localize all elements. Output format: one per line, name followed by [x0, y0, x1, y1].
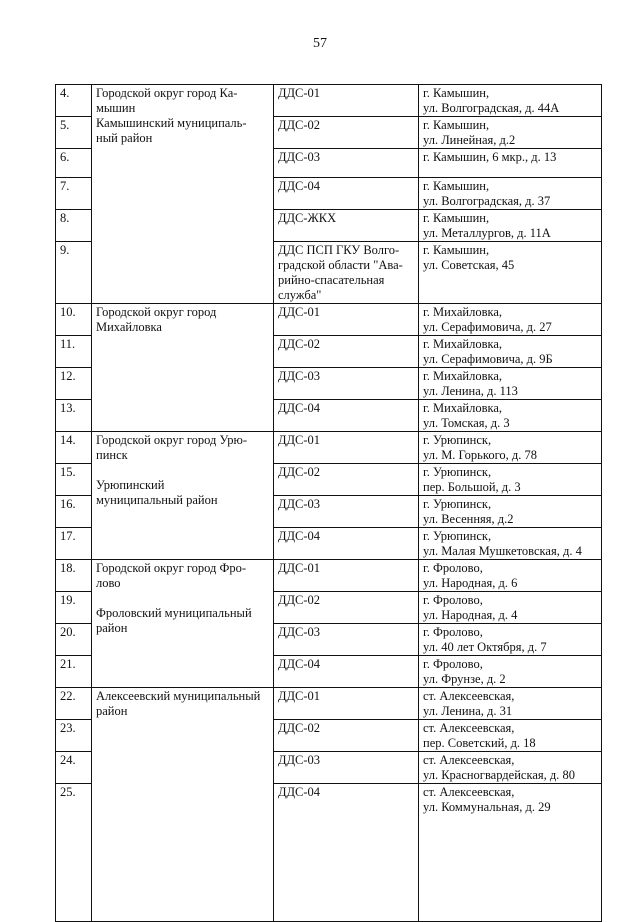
table-row — [56, 688, 602, 720]
address-line: ул. Весенняя, д.2 — [423, 512, 514, 526]
dispatch-services-table — [55, 84, 602, 922]
address-line: г. Камышин, 6 мкр., д. 13 — [423, 150, 557, 164]
address-line: г. Михайловка, — [423, 369, 503, 383]
municipal-area-cell — [92, 688, 274, 922]
table-row — [56, 560, 602, 592]
row-number: 12. — [56, 368, 92, 400]
address-line: ст. Алексеевская, — [423, 785, 515, 799]
address-line: г. Урюпинск, — [423, 465, 492, 479]
address-line: ул. М. Горького, д. 78 — [423, 448, 537, 462]
row-number: 20. — [56, 624, 92, 656]
address-line: ул. 40 лет Октября, д. 7 — [423, 640, 547, 654]
address-cell — [419, 528, 602, 560]
municipal-area-name: Городской округ город Фро- лово — [96, 561, 247, 590]
municipal-area-name: Камышинский муниципаль- ный район — [96, 116, 247, 145]
address-line: ул. Красногвардейская, д. 80 — [423, 768, 575, 782]
dispatch-service-name: ДДС-01 — [274, 688, 419, 720]
dispatch-service-name: ДДС ПСП ГКУ Волго- градской области "Ава- рийно-спасательная служба" — [274, 242, 419, 304]
address-cell — [419, 242, 602, 304]
address-line: ул. Серафимовича, д. 27 — [423, 320, 552, 334]
table-row — [56, 85, 602, 117]
address-cell — [419, 149, 602, 178]
address-line: ул. Народная, д. 6 — [423, 576, 518, 590]
dispatch-service-name: ДДС-01 — [274, 560, 419, 592]
address-line: г. Фролово, — [423, 561, 483, 575]
address-line: г. Михайловка, — [423, 337, 503, 351]
row-number: 9. — [56, 242, 92, 304]
address-cell — [419, 304, 602, 336]
address-line: ул. Народная, д. 4 — [423, 608, 518, 622]
address-cell — [419, 592, 602, 624]
dispatch-service-name: ДДС-04 — [274, 528, 419, 560]
row-number: 5. — [56, 117, 92, 149]
dispatch-service-name: ДДС-01 — [274, 432, 419, 464]
dispatch-service-name: ДДС-02 — [274, 117, 419, 149]
address-line: ул. Металлургов, д. 11А — [423, 226, 551, 240]
municipal-area-cell — [92, 432, 274, 560]
address-line: г. Камышин, — [423, 179, 490, 193]
row-number: 8. — [56, 210, 92, 242]
municipal-area-name: Городской округ город Урю- пинск — [96, 433, 248, 462]
address-cell — [419, 178, 602, 210]
row-number: 19. — [56, 592, 92, 624]
address-cell — [419, 656, 602, 688]
address-line: ул. Волгоградская, д. 37 — [423, 194, 551, 208]
row-number: 24. — [56, 752, 92, 784]
table-row — [56, 304, 602, 336]
address-line: ст. Алексеевская, — [423, 753, 515, 767]
address-cell — [419, 624, 602, 656]
address-cell — [419, 400, 602, 432]
municipal-area-name: Фроловский муниципальный район — [96, 606, 252, 635]
row-number: 13. — [56, 400, 92, 432]
dispatch-service-name: ДДС-01 — [274, 304, 419, 336]
address-line: г. Урюпинск, — [423, 497, 492, 511]
page-number: 57 — [313, 36, 327, 51]
dispatch-service-name: ДДС-02 — [274, 336, 419, 368]
dispatch-service-name: ДДС-03 — [274, 149, 419, 178]
municipal-area-cell — [92, 304, 274, 432]
row-number: 10. — [56, 304, 92, 336]
row-number: 15. — [56, 464, 92, 496]
dispatch-service-name: ДДС-02 — [274, 720, 419, 752]
row-number: 11. — [56, 336, 92, 368]
municipal-area-name: Урюпинский муниципальный район — [96, 478, 218, 507]
row-number: 17. — [56, 528, 92, 560]
municipal-area-name: Городской округ город Ка- мышин — [96, 86, 238, 115]
address-line: г. Урюпинск, — [423, 529, 492, 543]
row-number: 21. — [56, 656, 92, 688]
dispatch-service-name: ДДС-04 — [274, 178, 419, 210]
address-line: пер. Советский, д. 18 — [423, 736, 536, 750]
address-cell — [419, 464, 602, 496]
dispatch-service-name: ДДС-02 — [274, 592, 419, 624]
dispatch-service-name: ДДС-04 — [274, 784, 419, 922]
row-number: 25. — [56, 784, 92, 922]
row-number: 23. — [56, 720, 92, 752]
address-line: г. Фролово, — [423, 593, 483, 607]
municipal-area-name: Алексеевский муниципальный район — [96, 689, 261, 718]
address-cell — [419, 117, 602, 149]
address-line: ул. Серафимовича, д. 9Б — [423, 352, 553, 366]
address-cell — [419, 85, 602, 117]
address-cell — [419, 432, 602, 464]
row-number: 22. — [56, 688, 92, 720]
dispatch-service-name: ДДС-04 — [274, 656, 419, 688]
row-number: 7. — [56, 178, 92, 210]
row-number: 14. — [56, 432, 92, 464]
address-cell — [419, 336, 602, 368]
address-cell — [419, 752, 602, 784]
address-line: г. Урюпинск, — [423, 433, 492, 447]
address-cell — [419, 368, 602, 400]
address-line: ст. Алексеевская, — [423, 689, 515, 703]
address-line: ул. Линейная, д.2 — [423, 133, 516, 147]
dispatch-service-name: ДДС-03 — [274, 496, 419, 528]
address-line: г. Камышин, — [423, 86, 490, 100]
address-cell — [419, 560, 602, 592]
address-line: ул. Ленина, д. 113 — [423, 384, 518, 398]
dispatch-service-name: ДДС-ЖКХ — [274, 210, 419, 242]
dispatch-service-name: ДДС-03 — [274, 624, 419, 656]
address-line: ул. Советская, 45 — [423, 258, 515, 272]
address-cell — [419, 210, 602, 242]
address-line: г. Камышин, — [423, 211, 490, 225]
table-row — [56, 432, 602, 464]
dispatch-service-name: ДДС-03 — [274, 368, 419, 400]
address-line: г. Фролово, — [423, 657, 483, 671]
address-line: ул. Волгоградская, д. 44А — [423, 101, 560, 115]
address-cell — [419, 720, 602, 752]
address-line: ул. Коммунальная, д. 29 — [423, 800, 551, 814]
address-line: г. Камышин, — [423, 243, 490, 257]
municipal-area-name: Городской округ город Михайловка — [96, 305, 217, 334]
row-number: 4. — [56, 85, 92, 117]
address-line: г. Михайловка, — [423, 401, 503, 415]
address-line: ул. Малая Мушкетовская, д. 4 — [423, 544, 582, 558]
row-number: 16. — [56, 496, 92, 528]
dispatch-service-name: ДДС-02 — [274, 464, 419, 496]
address-line: ул. Ленина, д. 31 — [423, 704, 513, 718]
table-body — [56, 85, 602, 922]
address-line: г. Михайловка, — [423, 305, 503, 319]
dispatch-service-name: ДДС-03 — [274, 752, 419, 784]
dispatch-service-name: ДДС-01 — [274, 85, 419, 117]
municipal-area-cell — [92, 560, 274, 688]
address-cell — [419, 496, 602, 528]
spacer — [96, 591, 270, 606]
row-number: 6. — [56, 149, 92, 178]
address-line: ул. Томская, д. 3 — [423, 416, 510, 430]
dispatch-service-name: ДДС-04 — [274, 400, 419, 432]
address-line: г. Камышин, — [423, 118, 490, 132]
address-line: пер. Большой, д. 3 — [423, 480, 521, 494]
address-line: ул. Фрунзе, д. 2 — [423, 672, 506, 686]
row-number: 18. — [56, 560, 92, 592]
address-line: ст. Алексеевская, — [423, 721, 515, 735]
address-cell — [419, 688, 602, 720]
address-cell — [419, 784, 602, 922]
municipal-area-cell — [92, 85, 274, 304]
address-line: г. Фролово, — [423, 625, 483, 639]
spacer — [96, 463, 270, 478]
